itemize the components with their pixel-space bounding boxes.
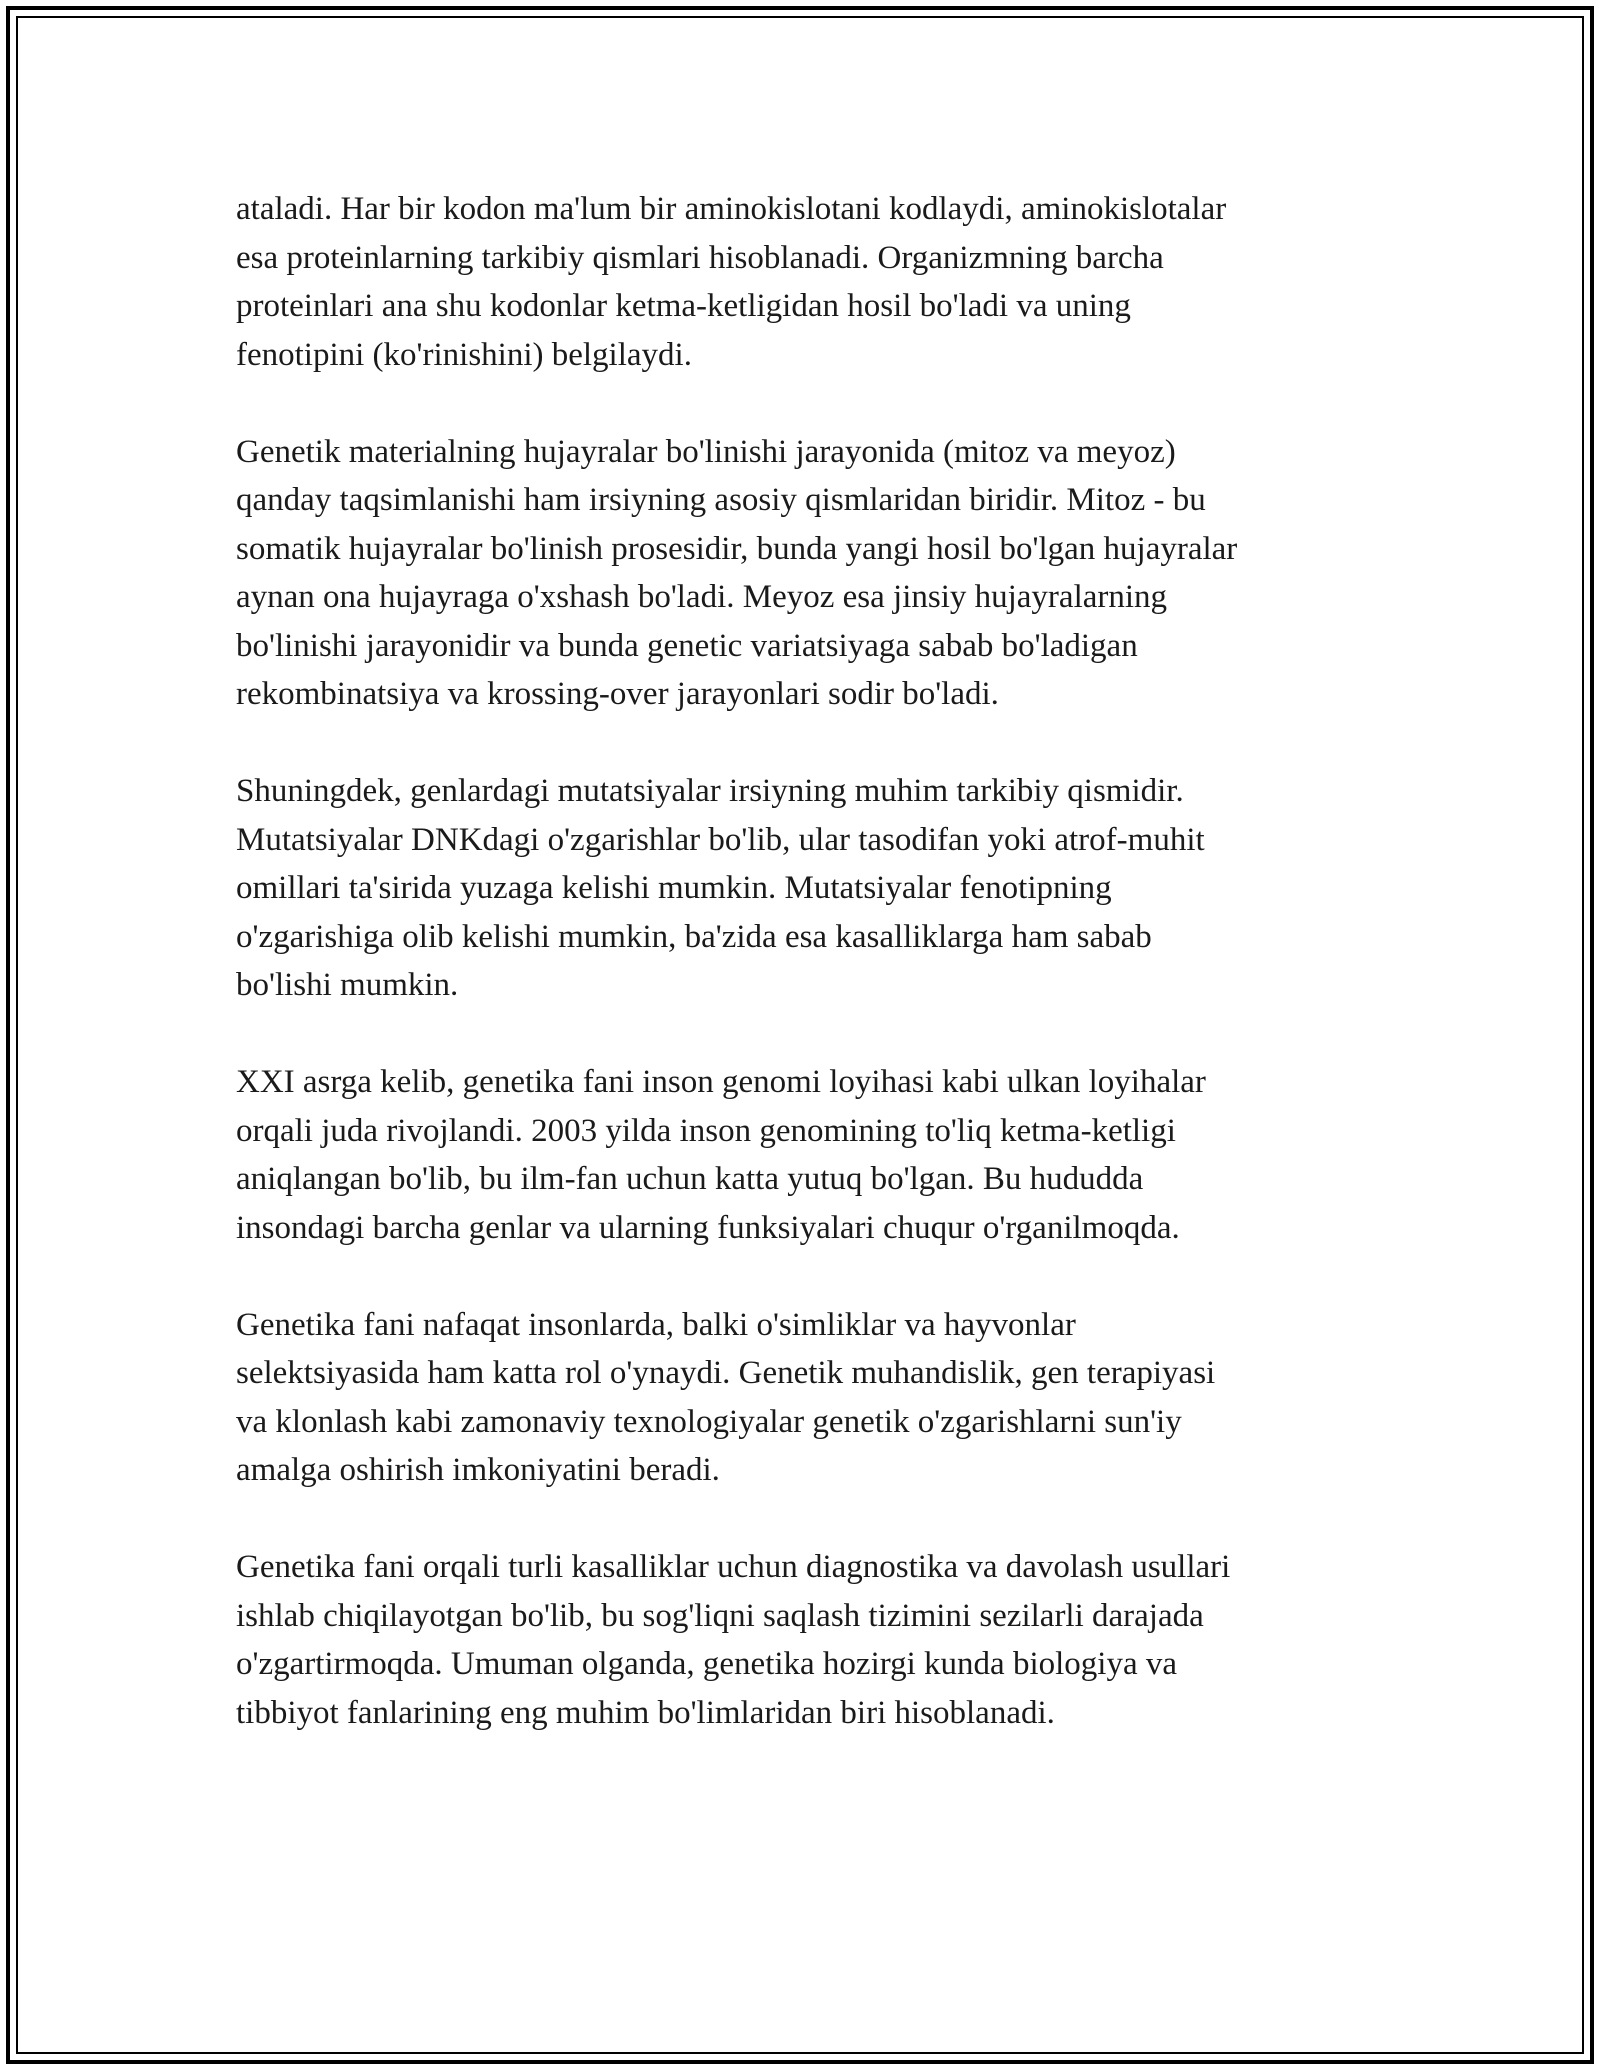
text-line: esa proteinlarning tarkibiy qismlari hisoblanadi. Organizmning barcha [236, 239, 1164, 276]
text-line: XXI asrga kelib, genetika fani inson genomi loyihasi kabi ulkan loyihalar [236, 1064, 1206, 1100]
paragraph [236, 1543, 1366, 1737]
text-line: tibbiyot fanlarining eng muhim bo'limlaridan biri hisoblanadi. [236, 1694, 1055, 1731]
paragraph [236, 1301, 1366, 1495]
text-line: o'zgarishiga olib kelishi mumkin, ba'zida esa kasalliklarga ham sabab [236, 918, 1152, 955]
text-line: rekombinatsiya va krossing-over jarayonlari sodir bo'ladi. [236, 676, 999, 712]
text-line: qanday taqsimlanishi ham irsiyning asosiy qismlaridan biridir. Mitoz - bu [236, 482, 1206, 518]
text-line: aynan ona hujayraga o'xshash bo'ladi. Meyoz esa jinsiy hujayralarning [236, 579, 1168, 615]
text-line: Mutatsiyalar DNKdagi o'zgarishlar bo'lib, ular tasodifan yoki atrof-muhit [236, 821, 1205, 858]
text-line: Genetik materialning hujayralar bo'linishi jarayonida (mitoz va meyoz) [236, 433, 1176, 470]
text-line: va klonlash kabi zamonaviy texnologiyalar genetik o'zgarishlarni sun'iy [236, 1403, 1182, 1440]
document-body [236, 185, 1366, 1786]
text-line: insondagi barcha genlar va ularning funksiyalari chuqur o'rganilmoqda. [236, 1209, 1180, 1246]
paragraph [236, 185, 1366, 379]
text-line: bo'lishi mumkin. [236, 967, 459, 1003]
text-line: fenotipini (ko'rinishini) belgilaydi. [236, 336, 692, 373]
text-line: aniqlangan bo'lib, bu ilm-fan uchun katta yutuq bo'lgan. Bu hududda [236, 1161, 1144, 1197]
text-line: ishlab chiqilayotgan bo'lib, bu sog'liqni saqlash tizimini sezilarli darajada [236, 1597, 1204, 1634]
text-line: Shuningdek, genlardagi mutatsiyalar irsiyning muhim tarkibiy qismidir. [236, 773, 1184, 809]
text-line: Genetika fani nafaqat insonlarda, balki o'simliklar va hayvonlar [236, 1306, 1076, 1343]
text-line: amalga oshirish imkoniyatini beradi. [236, 1452, 720, 1488]
paragraph [236, 1058, 1366, 1252]
text-line: o'zgartirmoqda. Umuman olganda, genetika hozirgi kunda biologiya va [236, 1646, 1177, 1682]
text-line: omillari ta'sirida yuzaga kelishi mumkin. Mutatsiyalar fenotipning [236, 870, 1112, 906]
text-line: somatik hujayralar bo'linish prosesidir, bunda yangi hosil bo'lgan hujayralar [236, 530, 1238, 567]
paragraph [236, 428, 1366, 719]
text-line: bo'linishi jarayonidir va bunda genetic variatsiyaga sabab bo'ladigan [236, 627, 1138, 664]
text-line: selektsiyasida ham katta rol o'ynaydi. Genetik muhandislik, gen terapiyasi [236, 1355, 1216, 1391]
paragraph [236, 767, 1366, 1010]
text-line: proteinlari ana shu kodonlar ketma-ketligidan hosil bo'ladi va uning [236, 288, 1131, 324]
text-line: ataladi. Har bir kodon ma'lum bir aminokislotani kodlaydi, aminokislotalar [236, 191, 1227, 227]
text-line: Genetika fani orqali turli kasalliklar uchun diagnostika va davolash usullari [236, 1549, 1231, 1585]
text-line: orqali juda rivojlandi. 2003 yilda inson genomining to'liq ketma-ketligi [236, 1112, 1176, 1149]
